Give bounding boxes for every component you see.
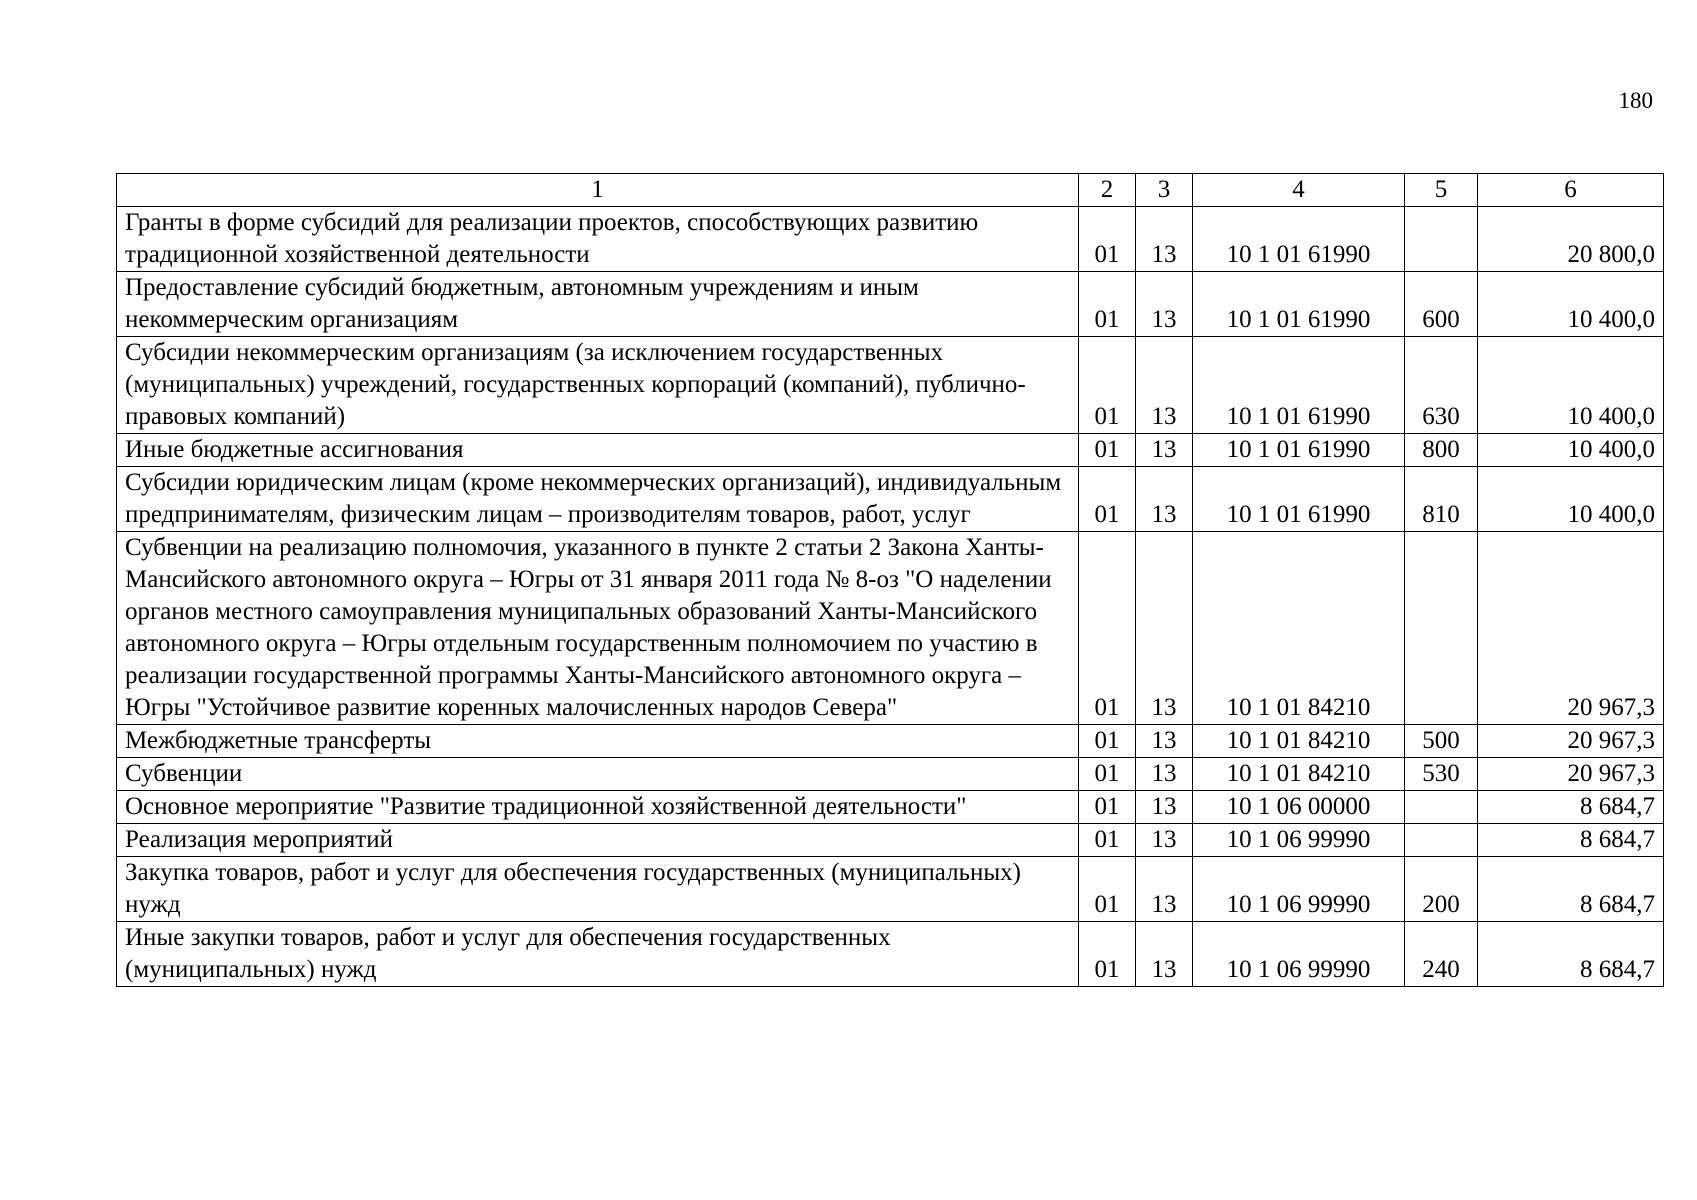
subsection-code: 13	[1136, 272, 1193, 337]
header-row	[117, 174, 1664, 207]
column-header: 6	[1478, 174, 1664, 207]
subsection-code: 13	[1136, 824, 1193, 857]
row-name: Иные закупки товаров, работ и услуг для обеспечения государственных (муниципальных) нужд	[117, 922, 1079, 987]
expense-type-code: 200	[1405, 857, 1478, 922]
amount: 8 684,7	[1478, 824, 1664, 857]
page-number: 180	[1618, 88, 1653, 113]
section-code: 01	[1079, 272, 1136, 337]
row-name: Реализация мероприятий	[117, 824, 1079, 857]
table-row	[117, 791, 1664, 824]
target-article-code: 10 1 01 84210	[1193, 532, 1405, 725]
section-code: 01	[1079, 725, 1136, 758]
table-row	[117, 824, 1664, 857]
table-row	[117, 758, 1664, 791]
expense-type-code: 630	[1405, 337, 1478, 434]
target-article-code: 10 1 01 61990	[1193, 434, 1405, 467]
budget-table	[116, 173, 1664, 987]
subsection-code: 13	[1136, 207, 1193, 272]
row-name: Иные бюджетные ассигнования	[117, 434, 1079, 467]
subsection-code: 13	[1136, 337, 1193, 434]
amount: 20 967,3	[1478, 758, 1664, 791]
expense-type-code: 530	[1405, 758, 1478, 791]
expense-type-code	[1405, 791, 1478, 824]
section-code: 01	[1079, 434, 1136, 467]
row-name: Предоставление субсидий бюджетным, автономным учреждениям и иным некоммерческим организациям	[117, 272, 1079, 337]
section-code: 01	[1079, 207, 1136, 272]
table-row	[117, 922, 1664, 987]
subsection-code: 13	[1136, 725, 1193, 758]
subsection-code: 13	[1136, 922, 1193, 987]
target-article-code: 10 1 06 99990	[1193, 857, 1405, 922]
expense-type-code	[1405, 207, 1478, 272]
amount: 8 684,7	[1478, 857, 1664, 922]
subsection-code: 13	[1136, 434, 1193, 467]
target-article-code: 10 1 01 84210	[1193, 758, 1405, 791]
row-name: Субсидии некоммерческим организациям (за исключением государственных (муниципальных) учреждений, государственных корпораций (компаний), публично-правовых компаний)	[117, 337, 1079, 434]
amount: 10 400,0	[1478, 272, 1664, 337]
section-code: 01	[1079, 791, 1136, 824]
column-header: 4	[1193, 174, 1405, 207]
target-article-code: 10 1 01 61990	[1193, 467, 1405, 532]
amount: 10 400,0	[1478, 337, 1664, 434]
amount: 20 800,0	[1478, 207, 1664, 272]
subsection-code: 13	[1136, 791, 1193, 824]
expense-type-code: 500	[1405, 725, 1478, 758]
row-name: Субвенции на реализацию полномочия, указанного в пункте 2 статьи 2 Закона Ханты-Мансийского автономного округа – Югры от 31 января 2011 года № 8-оз "О наделении органов местного самоуправления муниципальных образований Ханты-Мансийского автономного округа – Югры отдельным государственным полномочием по участию в реализации государственной программы Ханты-Мансийского автономного округа – Югры "Устойчивое развитие коренных малочисленных народов Севера"	[117, 532, 1079, 725]
column-header: 2	[1079, 174, 1136, 207]
row-name: Основное мероприятие "Развитие традиционной хозяйственной деятельности"	[117, 791, 1079, 824]
target-article-code: 10 1 01 84210	[1193, 725, 1405, 758]
section-code: 01	[1079, 857, 1136, 922]
row-name: Гранты в форме субсидий для реализации проектов, способствующих развитию традиционной хозяйственной деятельности	[117, 207, 1079, 272]
expense-type-code	[1405, 824, 1478, 857]
section-code: 01	[1079, 467, 1136, 532]
section-code: 01	[1079, 922, 1136, 987]
expense-type-code: 600	[1405, 272, 1478, 337]
table-row	[117, 337, 1664, 434]
row-name: Межбюджетные трансферты	[117, 725, 1079, 758]
table-row	[117, 207, 1664, 272]
target-article-code: 10 1 06 99990	[1193, 922, 1405, 987]
table-row	[117, 272, 1664, 337]
target-article-code: 10 1 01 61990	[1193, 337, 1405, 434]
column-header: 1	[117, 174, 1079, 207]
amount: 8 684,7	[1478, 791, 1664, 824]
table-row	[117, 532, 1664, 725]
row-name: Закупка товаров, работ и услуг для обеспечения государственных (муниципальных) нужд	[117, 857, 1079, 922]
table-row	[117, 434, 1664, 467]
column-header: 5	[1405, 174, 1478, 207]
expense-type-code: 800	[1405, 434, 1478, 467]
target-article-code: 10 1 06 99990	[1193, 824, 1405, 857]
target-article-code: 10 1 01 61990	[1193, 272, 1405, 337]
section-code: 01	[1079, 824, 1136, 857]
table-row	[117, 467, 1664, 532]
subsection-code: 13	[1136, 758, 1193, 791]
subsection-code: 13	[1136, 467, 1193, 532]
table-row	[117, 725, 1664, 758]
amount: 10 400,0	[1478, 467, 1664, 532]
section-code: 01	[1079, 758, 1136, 791]
expense-type-code: 240	[1405, 922, 1478, 987]
expense-type-code	[1405, 532, 1478, 725]
table-row	[117, 857, 1664, 922]
section-code: 01	[1079, 337, 1136, 434]
amount: 10 400,0	[1478, 434, 1664, 467]
target-article-code: 10 1 01 61990	[1193, 207, 1405, 272]
section-code: 01	[1079, 532, 1136, 725]
row-name: Субвенции	[117, 758, 1079, 791]
column-header: 3	[1136, 174, 1193, 207]
target-article-code: 10 1 06 00000	[1193, 791, 1405, 824]
subsection-code: 13	[1136, 857, 1193, 922]
amount: 8 684,7	[1478, 922, 1664, 987]
subsection-code: 13	[1136, 532, 1193, 725]
amount: 20 967,3	[1478, 532, 1664, 725]
row-name: Субсидии юридическим лицам (кроме некоммерческих организаций), индивидуальным предпринимателям, физическим лицам – производителям товаров, работ, услуг	[117, 467, 1079, 532]
amount: 20 967,3	[1478, 725, 1664, 758]
expense-type-code: 810	[1405, 467, 1478, 532]
